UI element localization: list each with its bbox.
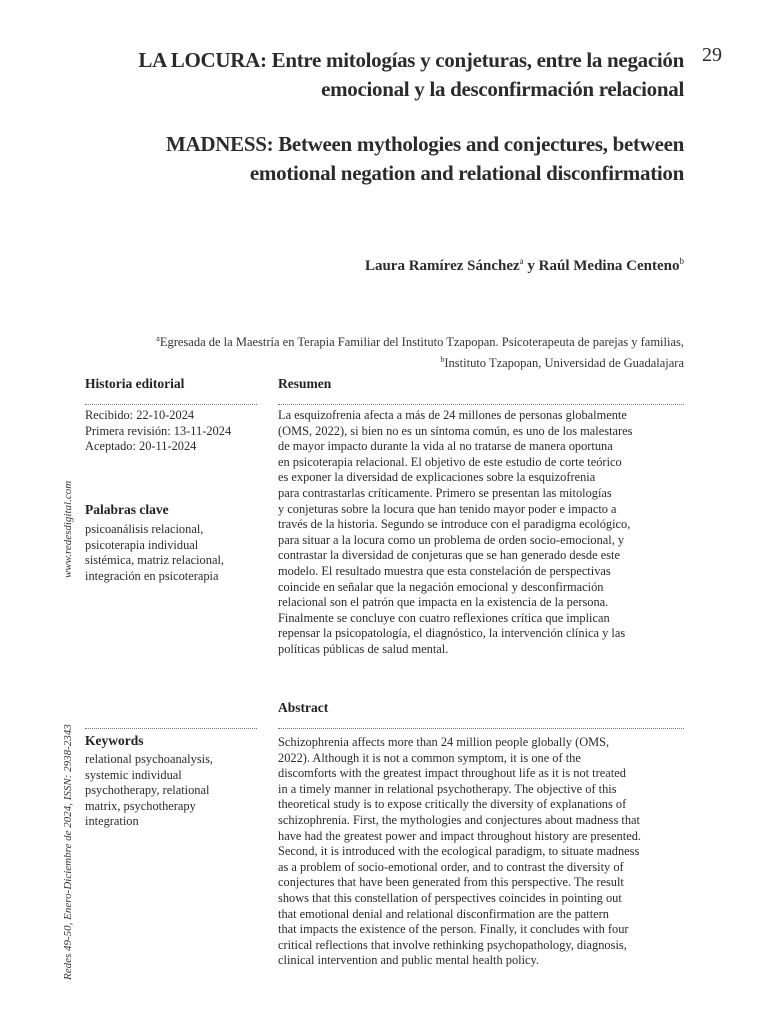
accepted-date: Aceptado: 20-11-2024 bbox=[85, 439, 197, 454]
resumen-line: políticas públicas de salud mental. bbox=[278, 641, 449, 656]
abstract-line: as a problem of socio-emotional order, and to contrast the diversity of bbox=[278, 859, 624, 874]
resumen-body bbox=[278, 408, 684, 658]
keyword-line: sistémica, matriz relacional, bbox=[85, 553, 224, 568]
title-spanish bbox=[110, 46, 684, 104]
resumen-line: para contrastarlas críticamente. Primero se presentan las mitologías bbox=[278, 485, 612, 500]
author-connector: y bbox=[523, 258, 539, 274]
resumen-line: través de la historia. Segundo se introduce con el paradigma ecológico, bbox=[278, 517, 631, 532]
author-1: Laura Ramírez Sánchez bbox=[364, 258, 520, 274]
keyword-line: psicoterapia individual bbox=[85, 537, 199, 552]
abstract-line: that emotional denial and relational disconfirmation are the pattern bbox=[278, 906, 609, 921]
resumen-line: Finalmente se concluye con cuatro reflexiones crítica que implican bbox=[278, 610, 610, 625]
resumen-divider bbox=[278, 404, 684, 405]
keywords-es-list bbox=[85, 522, 257, 584]
affiliations bbox=[60, 330, 684, 372]
resumen-line: coincide en señalar que la negación emocional y desconfirmación bbox=[278, 579, 604, 594]
title-es-prefix: LA LOCURA bbox=[138, 48, 260, 72]
abstract-body bbox=[278, 735, 684, 969]
affiliation-a bbox=[60, 330, 684, 351]
abstract-line: schizophrenia. First, the mythologies and conjectures about madness that bbox=[278, 812, 640, 827]
keyword-line: psychotherapy, relational bbox=[85, 783, 210, 798]
resumen-line: para situar a la locura como un problema de orden socio-emocional, y bbox=[278, 532, 625, 547]
affiliation-a-mark: a bbox=[156, 334, 160, 343]
author-2-mark: b bbox=[679, 256, 684, 266]
resumen-line: modelo. El resultado muestra que esta constelación de perspectivas bbox=[278, 563, 611, 578]
history-dates bbox=[85, 408, 257, 455]
author-2: Raúl Medina Centeno bbox=[538, 258, 680, 274]
history-divider bbox=[85, 404, 257, 405]
first-revision-date: Primera revisión: 13-11-2024 bbox=[85, 423, 232, 438]
resumen-line: y conjeturas sobre la locura que han tenido mayor poder e impacto a bbox=[278, 501, 617, 516]
resumen-line: es exponer la diversidad de explicaciones sobre la esquizofrenia bbox=[278, 470, 596, 485]
keyword-line: integración en psicoterapia bbox=[85, 568, 219, 583]
title-es-line2: emocional y la desconfirmación relacional bbox=[321, 77, 684, 101]
history-heading: Historia editorial bbox=[85, 376, 185, 391]
keyword-line: relational psychoanalysis, bbox=[85, 752, 214, 766]
abstract-line: Schizophrenia affects more than 24 million people globally (OMS, bbox=[278, 735, 610, 749]
resumen-line: relacional son el patrón que impacta en la existencia de la persona. bbox=[278, 595, 609, 610]
abstract-line: Second, it is introduced with the ecological paradigm, to situate madness bbox=[278, 844, 640, 859]
abstract-line: in a timely manner in relational psychotherapy. The objective of this bbox=[278, 781, 617, 796]
abstract-heading: Abstract bbox=[278, 700, 329, 715]
resumen-heading: Resumen bbox=[278, 376, 332, 391]
abstract-line: clinical intervention and public mental health policy. bbox=[278, 953, 540, 968]
keyword-line: integration bbox=[85, 814, 139, 829]
affiliation-b-mark: b bbox=[440, 355, 445, 365]
resumen-line: de mayor impacto durante la vida al no tratarse de manera oportuna bbox=[278, 439, 613, 454]
keywords-en-heading: Keywords bbox=[85, 733, 144, 748]
received-date: Recibido: 22-10-2024 bbox=[85, 408, 195, 422]
abstract-line: conjectures that have been generated from this perspective. The result bbox=[278, 875, 624, 890]
abstract-line: discomforts with the greatest impact throughout life as it is not treated bbox=[278, 766, 626, 781]
title-es-line1 bbox=[110, 46, 684, 75]
resumen-line: contrastar la diversidad de conjeturas que se han generado desde este bbox=[278, 548, 620, 563]
authors bbox=[200, 256, 684, 275]
keyword-line: systemic individual bbox=[85, 767, 182, 782]
abstract-line: critical reflections that involve rethinking psychopathology, diagnosis, bbox=[278, 937, 627, 952]
abstract-line: shows that this constellation of perspectives coincides in pointing out bbox=[278, 890, 622, 905]
keywords-divider bbox=[85, 728, 257, 729]
abstract-line: 2022). Although it is not a common symptom, it is one of the bbox=[278, 750, 581, 765]
resumen-line: (OMS, 2022), si bien no es un síntoma común, es uno de los malestares bbox=[278, 423, 633, 438]
abstract-line: theoretical study is to expose critically the diversity of explanations of bbox=[278, 797, 627, 812]
resumen-line: repensar la psicopatología, el diagnóstico, la intervención clínica y las bbox=[278, 626, 626, 641]
abstract-line: that impacts the existence of the person. Finally, it concludes with four bbox=[278, 922, 629, 937]
page-number: 29 bbox=[702, 44, 722, 66]
resumen-line: en psicoterapia relacional. El objetivo de este estudio de corte teórico bbox=[278, 454, 622, 469]
author-1-mark: a bbox=[519, 256, 524, 266]
resumen-line: La esquizofrenia afecta a más de 24 millones de personas globalmente bbox=[278, 408, 627, 422]
affiliation-a-text: Egresada de la Maestría en Terapia Familiar del Instituto Tzapopan. Psicoterapeuta de parejas y familias, bbox=[159, 335, 684, 350]
title-english bbox=[110, 130, 684, 188]
keywords-en-list bbox=[85, 752, 257, 830]
abstract-divider bbox=[278, 728, 684, 729]
title-es-line1-rest: : Entre mitologías y conjeturas, entre la negación bbox=[259, 48, 684, 72]
title-en-line1: MADNESS: Between mythologies and conjectures, between bbox=[166, 132, 684, 156]
title-en-line2: emotional negation and relational disconfirmation bbox=[249, 161, 684, 185]
abstract-line: have had the greatest power and impact throughout history are presented. bbox=[278, 828, 641, 843]
keywords-es-heading: Palabras clave bbox=[85, 502, 169, 517]
affiliation-b bbox=[60, 351, 684, 372]
affiliation-b-text: Instituto Tzapopan, Universidad de Guadalajara bbox=[444, 356, 684, 371]
side-journal-info: Redes 49-50, Enero-Diciembre de 2024, ISSN: 2938-2343 bbox=[62, 724, 74, 980]
keyword-line: matrix, psychotherapy bbox=[85, 798, 196, 813]
keyword-line: psicoanálisis relacional, bbox=[85, 522, 204, 536]
side-url: www.redesdigital.com bbox=[62, 480, 74, 578]
